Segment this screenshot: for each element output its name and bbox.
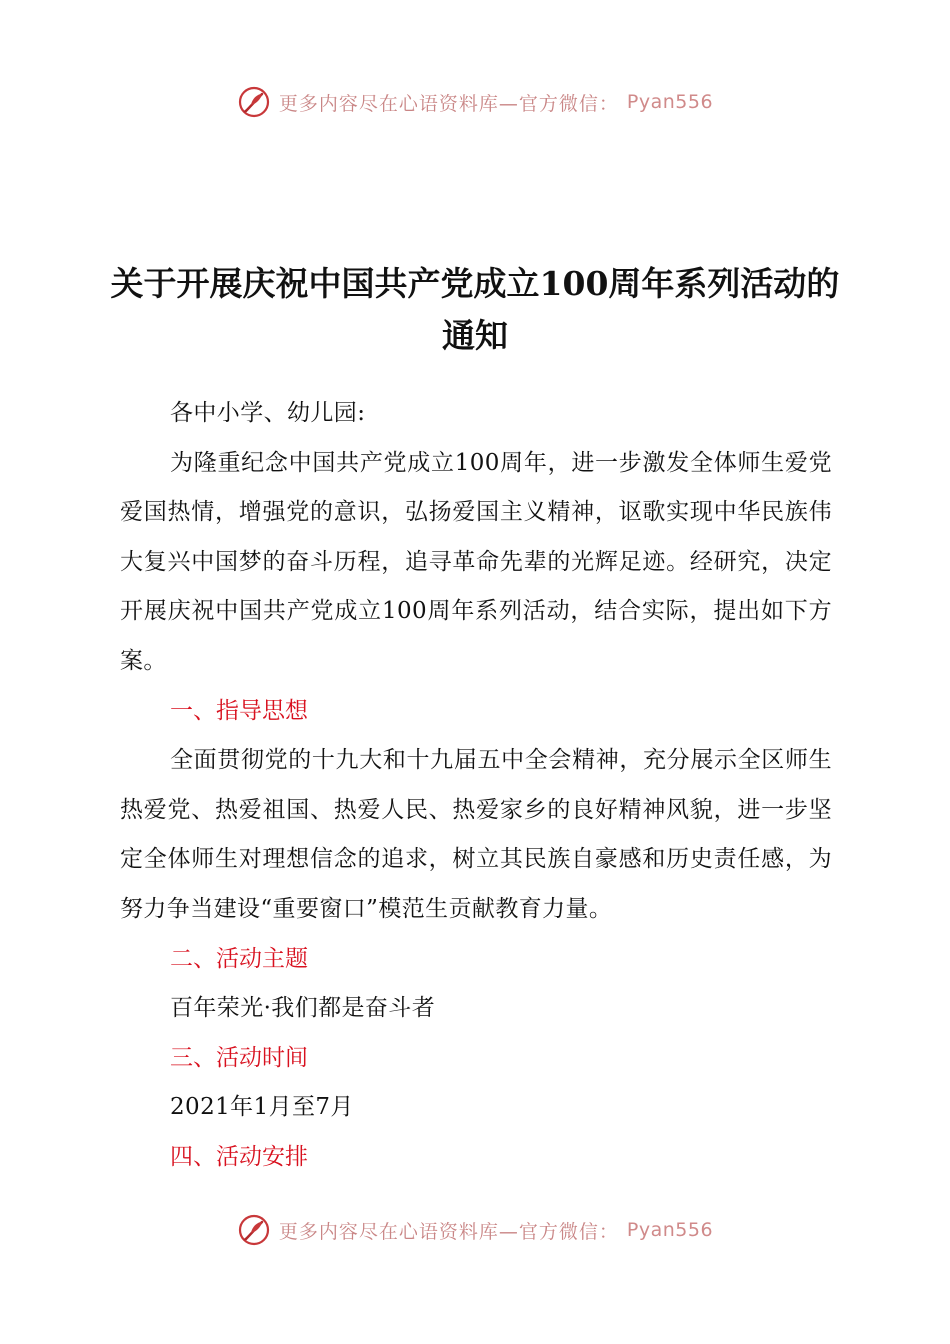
intro-paragraph: 为隆重纪念中国共产党成立100周年，进一步激发全体师生爱党爱国热情，增强党的意识，弘扬爱国主义精神，讴歌实现中华民族伟大复兴中国梦的奋斗历程，追寻革命先辈的光辉足迹。经研究，决定开展庆祝中国共产党成立100周年系列活动，结合实际，提出如下方案。: [120, 449, 832, 674]
section-body-theme: 百年荣光·我们都是奋斗者: [170, 995, 436, 1022]
section-body-time: 2021年1月至7月: [170, 1094, 354, 1121]
document-body: [120, 389, 832, 1183]
quill-logo-icon: [237, 1213, 271, 1247]
salutation: 各中小学、幼儿园:: [170, 400, 366, 426]
watermark-wechat-id: Pyan556: [626, 91, 714, 113]
watermark-text: 更多内容尽在心语资料库—官方微信：: [278, 92, 619, 115]
section-heading-arrangement: 四、活动安排: [170, 1143, 308, 1170]
watermark-header: [0, 82, 950, 122]
watermark-footer: [0, 1210, 950, 1250]
quill-logo-icon: [237, 85, 271, 119]
document-title: 关于开展庆祝中国共产党成立100周年系列活动的通知: [110, 264, 840, 355]
section-heading-theme: 二、活动主题: [170, 945, 308, 972]
watermark-text: 更多内容尽在心语资料库—官方微信：: [278, 1220, 619, 1243]
watermark-wechat-id: Pyan556: [626, 1219, 714, 1241]
section-heading-guiding-ideology: 一、指导思想: [170, 697, 308, 724]
section-body-guiding-ideology: 全面贯彻党的十九大和十九届五中全会精神，充分展示全区师生热爱党、热爱祖国、热爱人民、热爱家乡的良好精神风貌，进一步坚定全体师生对理想信念的追求，树立其民族自豪感和历史责任感，为努力争当建设“重要窗口”模范生贡献教育力量。: [120, 747, 832, 922]
section-heading-time: 三、活动时间: [170, 1044, 308, 1071]
